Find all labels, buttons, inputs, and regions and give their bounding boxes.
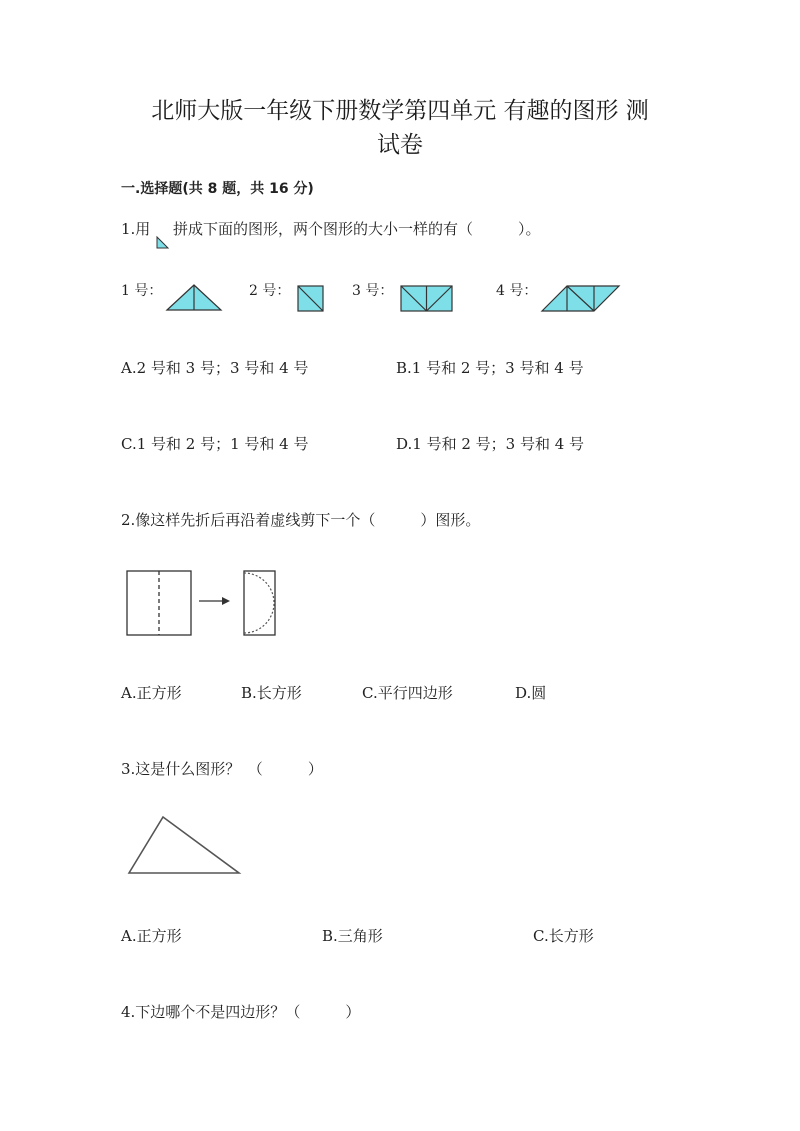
q2-text: 2.像这样先折后再沿着虚线剪下一个（ ）图形。 xyxy=(121,511,481,529)
q1-option-d[interactable]: D.1 号和 2 号；3 号和 4 号 xyxy=(396,435,585,453)
page-title-line2: 试卷 xyxy=(377,132,423,158)
q1-prefix: 1.用 xyxy=(121,220,151,238)
shape-2-square xyxy=(297,285,325,313)
shape-4-parallelogram xyxy=(541,285,621,313)
q2-option-a[interactable]: A.正方形 xyxy=(121,684,182,702)
q2-option-d[interactable]: D.圆 xyxy=(515,684,547,702)
q2-option-c[interactable]: C.平行四边形 xyxy=(362,684,453,702)
q1-option-a[interactable]: A.2 号和 3 号；3 号和 4 号 xyxy=(121,359,309,377)
q1-text: 拼成下面的图形，两个图形的大小一样的有（ ）。 xyxy=(173,220,541,238)
fold-diagram xyxy=(126,570,278,638)
shape-label-1: 1 号： xyxy=(121,283,163,299)
q1-option-c[interactable]: C.1 号和 2 号；1 号和 4 号 xyxy=(121,435,309,453)
shape-label-4: 4 号： xyxy=(496,283,538,299)
q3-option-b[interactable]: B.三角形 xyxy=(322,927,383,945)
q2-option-b[interactable]: B.长方形 xyxy=(241,684,302,702)
shape-1-triangle xyxy=(166,284,222,312)
shape-label-2: 2 号： xyxy=(249,283,291,299)
shape-label-3: 3 号： xyxy=(352,283,394,299)
q3-option-c[interactable]: C.长方形 xyxy=(533,927,594,945)
section-heading: 一.选择题(共 8 题，共 16 分) xyxy=(121,181,314,197)
triangle-figure xyxy=(127,815,242,877)
q1-option-b[interactable]: B.1 号和 2 号；3 号和 4 号 xyxy=(396,359,584,377)
q4-text: 4.下边哪个不是四边形？（ ） xyxy=(121,1003,361,1021)
small-triangle-icon xyxy=(156,236,169,249)
q3-text: 3.这是什么图形？ （ ） xyxy=(121,760,323,778)
q3-option-a[interactable]: A.正方形 xyxy=(121,927,182,945)
page-title: 北师大版一年级下册数学第四单元 有趣的图形 测 xyxy=(151,98,649,124)
shape-3-rectangle xyxy=(400,285,454,313)
